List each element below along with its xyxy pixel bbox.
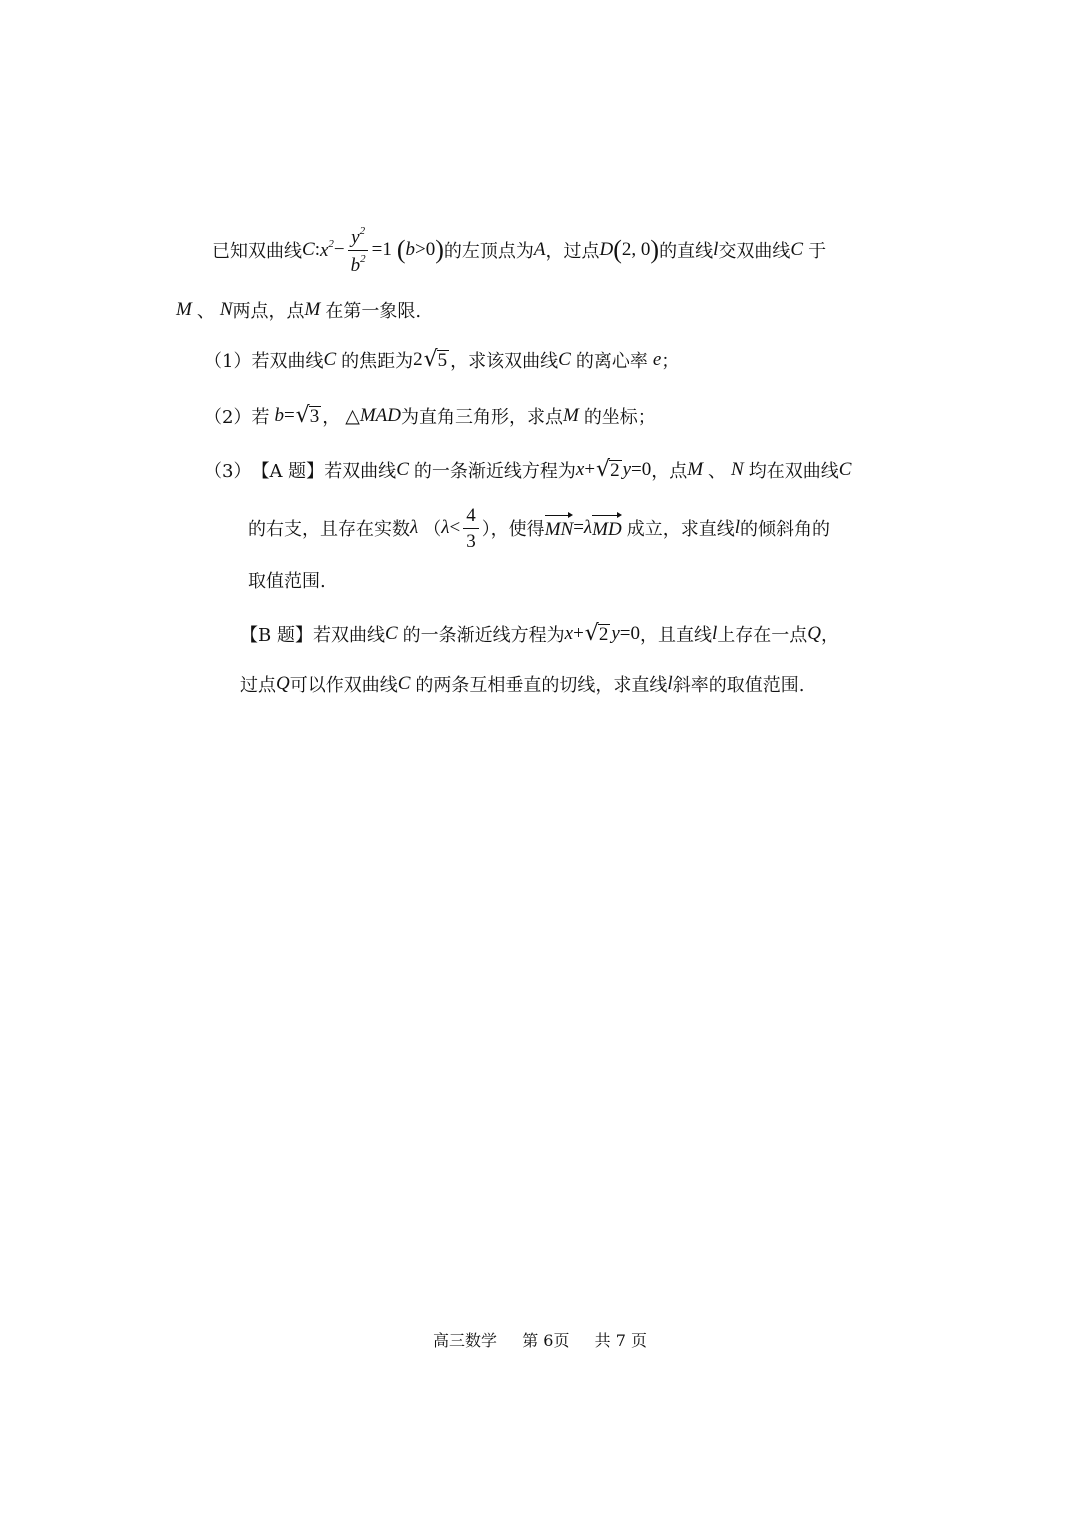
- footer-subject: 高三数学: [432, 1331, 497, 1350]
- math-var: C: [302, 239, 315, 260]
- intro-text: 两点，点: [232, 301, 305, 322]
- sqrt-5: √ 5: [423, 347, 448, 372]
- math-op: −: [333, 239, 345, 260]
- sqrt-2: √ 2: [584, 621, 609, 646]
- question-3a-line-3: 取值范围.: [248, 571, 326, 592]
- intro-text: 在第一象限.: [325, 301, 422, 322]
- footer-total: 共 7 页: [594, 1331, 648, 1350]
- question-3b-line-1: 【B 题】 若双曲线 C 的一条渐近线方程为 x + √ 2 y = 0 ，且直线 l 上存在一点 Q ，: [240, 621, 839, 646]
- question-number: （1）: [204, 351, 252, 372]
- intro-text: 已知双曲线: [212, 241, 302, 262]
- intro-text: 的直线: [659, 241, 714, 262]
- math-num: 1: [382, 239, 392, 260]
- question-tag: 【B 题】: [240, 625, 313, 646]
- intro-line-1: 已知双曲线 C : $x^2$ − $\frac{y^2}{b^2}$ = 1 ( b > 0 ) 的左顶点为 A ，过点 D ( 2, 0 ) 的直线 l 交双曲线 C 于: [212, 224, 827, 276]
- intro-text: ，过点: [545, 241, 600, 262]
- sqrt-3: √ 3: [295, 403, 320, 428]
- fraction-y2-b2: $\frac{y^2}{b^2}$: [348, 226, 369, 275]
- math-op: :: [314, 239, 320, 260]
- fraction-4-3: $\frac{4}{3}$: [463, 506, 479, 551]
- question-3a-line-2: 的右支，且存在实数 λ （ λ < $\frac{4}{3}$ ），使得 MN = λ MD 成立，求直线 l 的倾斜角的: [248, 504, 830, 552]
- math-var: $x^2$: [319, 238, 334, 261]
- page-footer: [0, 1328, 1080, 1351]
- question-1: （1） 若双曲线 C 的焦距为 2 √ 5 ，求该双曲线 C 的离心率 e ；: [204, 347, 680, 372]
- intro-text: 交双曲线: [718, 241, 791, 262]
- question-number: （2）: [204, 407, 252, 428]
- intro-line-2: M 、 N 两点，点 M 在第一象限.: [176, 299, 422, 322]
- vector-md: MD: [592, 515, 622, 541]
- question-2: （2） 若 b = √ 3 ， △ MAD 为直角三角形，求点 M 的坐标；: [204, 403, 656, 428]
- question-3b-line-2: 过点 Q 可以作双曲线 C 的两条互相垂直的切线，求直线 l 斜率的取值范围.: [240, 673, 805, 696]
- question-3a-line-1: （3） 【A 题】 若双曲线 C 的一条渐近线方程为 x + √ 2 y = 0 ，点 M 、 N 均在双曲线 C: [204, 457, 852, 482]
- intro-text: 的左顶点为: [443, 241, 534, 262]
- vector-mn: MN: [545, 515, 574, 541]
- math-op: =: [371, 239, 383, 260]
- footer-page: 第 6页: [522, 1331, 570, 1350]
- question-number: （3）: [204, 461, 252, 482]
- sqrt-2: √ 2: [596, 457, 620, 482]
- intro-text: 于: [808, 241, 827, 262]
- question-tag: 【A 题】: [251, 461, 325, 482]
